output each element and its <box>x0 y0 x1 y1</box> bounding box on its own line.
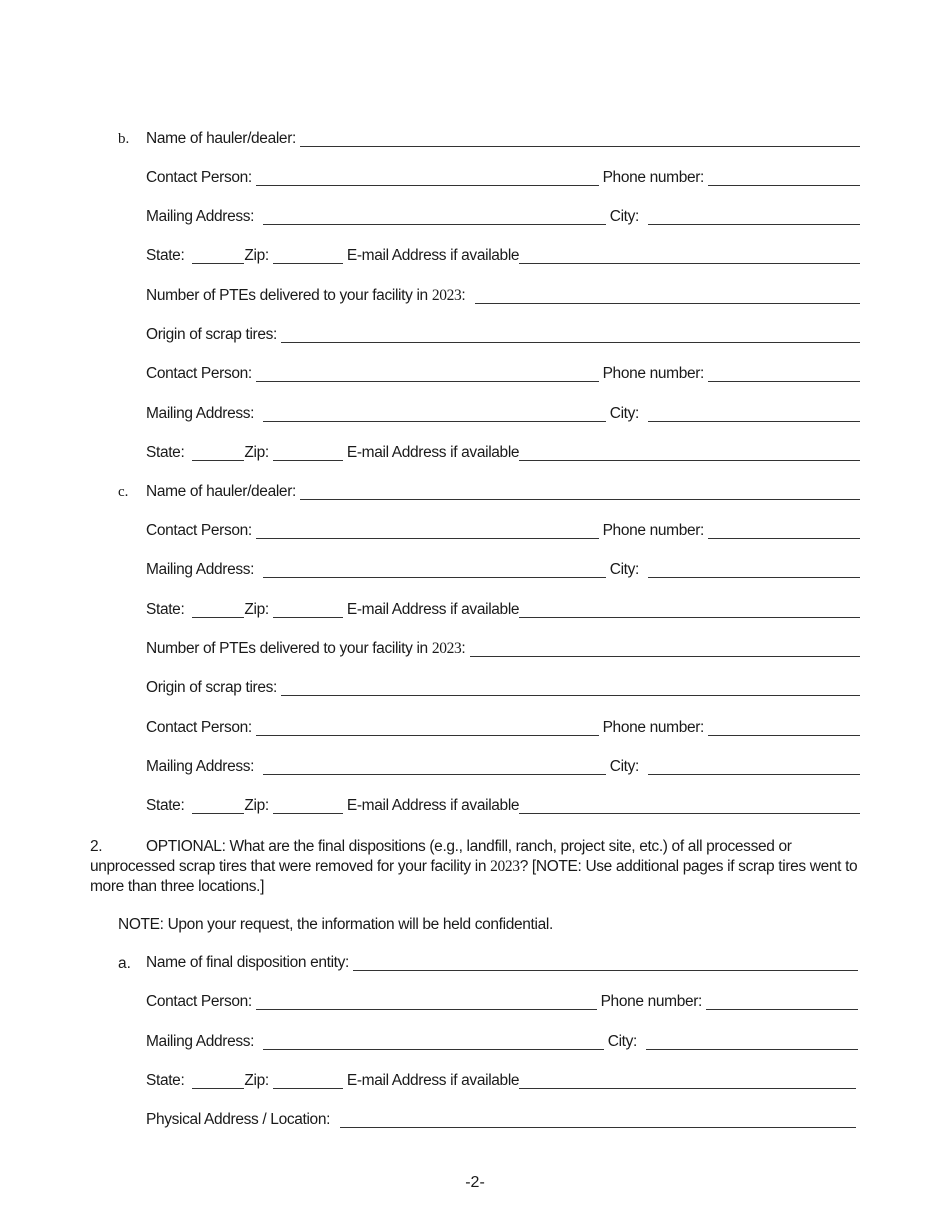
phone-label: Phone number: <box>600 993 702 1010</box>
confidential-note: NOTE: Upon your request, the information will be held confidential. <box>118 916 553 933</box>
contact-field[interactable] <box>256 538 599 539</box>
city-label: City: <box>609 561 639 578</box>
email-field[interactable] <box>519 813 860 814</box>
mailing-field[interactable] <box>263 1049 604 1050</box>
zip-field[interactable] <box>273 460 343 461</box>
mailing-field[interactable] <box>263 774 606 775</box>
state-label: State: <box>146 247 185 264</box>
hauler-field[interactable] <box>300 146 860 147</box>
city-field[interactable] <box>648 577 860 578</box>
ptes-field[interactable] <box>475 303 860 304</box>
contact-field[interactable] <box>256 381 599 382</box>
state-field[interactable] <box>192 1088 244 1089</box>
email-field[interactable] <box>519 460 860 461</box>
b-hauler-row <box>146 130 860 152</box>
contact-field[interactable] <box>256 185 599 186</box>
hauler-field[interactable] <box>300 499 860 500</box>
ptes-colon: : <box>461 640 466 657</box>
question-2-year: 2023 <box>490 858 520 875</box>
origin-field[interactable] <box>281 342 860 343</box>
zip-label: Zip: <box>244 247 269 264</box>
city-label: City: <box>609 405 639 422</box>
question-2-number: 2. <box>90 838 103 855</box>
physical-label: Physical Address / Location: <box>146 1111 331 1128</box>
contact-label: Contact Person: <box>146 993 252 1010</box>
city-field[interactable] <box>648 774 860 775</box>
b-state-row <box>146 247 860 269</box>
ptes-label: Number of PTEs delivered to your facility in <box>146 640 428 657</box>
a-physical-row <box>146 1111 856 1133</box>
phone-label: Phone number: <box>602 169 704 186</box>
page-number: -2- <box>465 1174 485 1191</box>
zip-label: Zip: <box>244 1072 269 1089</box>
city-field[interactable] <box>648 224 860 225</box>
question-2-part1: OPTIONAL: What are the final dispositions (e.g., landfill, ranch, project site, etc.) of all processed or unprocessed scrap tires that were removed for your facility in <box>90 838 792 875</box>
mailing-field[interactable] <box>263 421 606 422</box>
state-label: State: <box>146 601 185 618</box>
email-label: E-mail Address if available <box>346 247 520 264</box>
ptes-colon: : <box>461 287 466 304</box>
email-field[interactable] <box>519 263 860 264</box>
contact-label: Contact Person: <box>146 522 252 539</box>
question-2-text <box>90 837 862 897</box>
c-contact2-row <box>146 719 860 741</box>
zip-label: Zip: <box>244 601 269 618</box>
email-field[interactable] <box>519 617 860 618</box>
mailing-label: Mailing Address: <box>146 758 255 775</box>
phone-field[interactable] <box>708 538 860 539</box>
origin-label: Origin of scrap tires: <box>146 679 277 696</box>
contact-label: Contact Person: <box>146 365 252 382</box>
c-state-row <box>146 601 860 623</box>
contact-label: Contact Person: <box>146 169 252 186</box>
state-label: State: <box>146 1072 185 1089</box>
c-mailing2-row <box>146 758 860 780</box>
mailing-label: Mailing Address: <box>146 561 255 578</box>
section-b-marker: b. <box>118 131 130 147</box>
hauler-label: Name of hauler/dealer: <box>146 130 296 147</box>
zip-field[interactable] <box>273 617 343 618</box>
a-contact-row <box>146 993 858 1015</box>
phone-label: Phone number: <box>602 522 704 539</box>
b-origin-row <box>146 326 860 348</box>
state-field[interactable] <box>192 813 244 814</box>
mailing-field[interactable] <box>263 577 606 578</box>
state-field[interactable] <box>192 263 244 264</box>
ptes-year: 2023 <box>431 287 462 304</box>
email-label: E-mail Address if available <box>346 797 520 814</box>
city-label: City: <box>609 758 639 775</box>
origin-field[interactable] <box>281 695 860 696</box>
b-contact2-row <box>146 365 860 387</box>
phone-field[interactable] <box>708 381 860 382</box>
zip-field[interactable] <box>273 263 343 264</box>
contact-label: Contact Person: <box>146 719 252 736</box>
origin-label: Origin of scrap tires: <box>146 326 277 343</box>
c-state2-row <box>146 797 860 819</box>
state-field[interactable] <box>192 617 244 618</box>
state-label: State: <box>146 797 185 814</box>
b-state2-row <box>146 444 860 466</box>
mailing-label: Mailing Address: <box>146 405 255 422</box>
contact-field[interactable] <box>256 1009 597 1010</box>
city-field[interactable] <box>646 1049 858 1050</box>
ptes-label: Number of PTEs delivered to your facility in <box>146 287 428 304</box>
email-label: E-mail Address if available <box>346 601 520 618</box>
city-label: City: <box>607 1033 637 1050</box>
final-entity-field[interactable] <box>353 970 858 971</box>
section-c-marker: c. <box>118 484 129 500</box>
mailing-field[interactable] <box>263 224 606 225</box>
c-hauler-row <box>146 483 860 505</box>
c-mailing-row <box>146 561 860 583</box>
final-entity-label: Name of final disposition entity: <box>146 954 349 971</box>
email-label: E-mail Address if available <box>346 1072 520 1089</box>
email-label: E-mail Address if available <box>346 444 520 461</box>
phone-field[interactable] <box>706 1009 858 1010</box>
c-contact-row <box>146 522 860 544</box>
city-label: City: <box>609 208 639 225</box>
phone-label: Phone number: <box>602 365 704 382</box>
ptes-field[interactable] <box>470 656 860 657</box>
a-entity-row <box>146 954 858 976</box>
zip-label: Zip: <box>244 444 269 461</box>
zip-field[interactable] <box>273 813 343 814</box>
hauler-label: Name of hauler/dealer: <box>146 483 296 500</box>
phone-field[interactable] <box>708 185 860 186</box>
ptes-year: 2023 <box>431 640 462 657</box>
state-field[interactable] <box>192 460 244 461</box>
b-mailing-row <box>146 208 860 230</box>
item-a-marker: a. <box>118 955 131 972</box>
contact-field[interactable] <box>256 735 599 736</box>
mailing-label: Mailing Address: <box>146 208 255 225</box>
b-ptes-row <box>146 287 860 309</box>
zip-field[interactable] <box>273 1088 343 1089</box>
c-ptes-row <box>146 640 860 662</box>
phone-label: Phone number: <box>602 719 704 736</box>
b-mailing2-row <box>146 405 860 427</box>
question-2-part2: ? [NOTE: Use additional pages if scrap tires went to more than three locations.] <box>90 858 858 895</box>
a-mailing-row <box>146 1033 858 1055</box>
state-label: State: <box>146 444 185 461</box>
email-field[interactable] <box>519 1088 856 1089</box>
mailing-label: Mailing Address: <box>146 1033 255 1050</box>
city-field[interactable] <box>648 421 860 422</box>
phone-field[interactable] <box>708 735 860 736</box>
b-contact-row <box>146 169 860 191</box>
c-origin-row <box>146 679 860 701</box>
zip-label: Zip: <box>244 797 269 814</box>
physical-field[interactable] <box>340 1127 856 1128</box>
a-state-row <box>146 1072 856 1094</box>
